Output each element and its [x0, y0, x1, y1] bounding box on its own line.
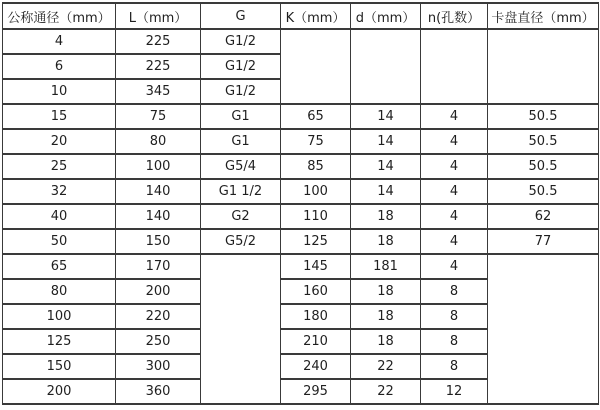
table-row: [3, 229, 599, 254]
table-cell: 25: [3, 154, 116, 179]
table-cell: 85: [281, 154, 351, 179]
table-row: [3, 29, 599, 54]
merged-empty-cell-chuck-lower: [488, 254, 599, 404]
table-cell: 10: [3, 79, 116, 104]
column-header-l: L（mm）: [116, 3, 201, 29]
table-cell: G5/2: [201, 229, 281, 254]
table-cell: 8: [421, 354, 488, 379]
table-cell: 160: [281, 279, 351, 304]
column-header-g: G: [201, 3, 281, 29]
table-cell: 180: [281, 304, 351, 329]
table-cell: 150: [3, 354, 116, 379]
spec-table: [2, 2, 599, 405]
table-cell: 220: [116, 304, 201, 329]
table-cell: 4: [421, 204, 488, 229]
table-row: [3, 129, 599, 154]
table-cell: 15: [3, 104, 116, 129]
table-cell: 8: [421, 304, 488, 329]
table-cell: 345: [116, 79, 201, 104]
table-cell: 18: [351, 279, 421, 304]
table-cell: 125: [281, 229, 351, 254]
table-cell: 14: [351, 129, 421, 154]
table-cell: 65: [3, 254, 116, 279]
table-cell: 22: [351, 354, 421, 379]
table-cell: 150: [116, 229, 201, 254]
table-cell: 40: [3, 204, 116, 229]
table-cell: 181: [351, 254, 421, 279]
table-cell: 8: [421, 279, 488, 304]
column-header-n-holes: n(孔数）: [421, 3, 488, 29]
header-row: [3, 3, 599, 29]
table-cell: 4: [421, 229, 488, 254]
table-cell: 100: [3, 304, 116, 329]
table-row: [3, 104, 599, 129]
table-row: [3, 254, 599, 279]
table-cell: 14: [351, 154, 421, 179]
table-cell: 18: [351, 304, 421, 329]
table-cell: 75: [281, 129, 351, 154]
table-cell: 4: [421, 179, 488, 204]
table-cell: 50.5: [488, 104, 599, 129]
table-cell: 360: [116, 379, 201, 404]
table-cell: 22: [351, 379, 421, 404]
table-cell: 140: [116, 179, 201, 204]
table-cell: 62: [488, 204, 599, 229]
table-row: [3, 179, 599, 204]
table-cell: G1 1/2: [201, 179, 281, 204]
table-cell: 12: [421, 379, 488, 404]
merged-empty-cell-g: [201, 254, 281, 404]
table-cell: G1/2: [201, 29, 281, 54]
table-cell: G1: [201, 104, 281, 129]
table-cell: G1/2: [201, 54, 281, 79]
column-header-nominal-diameter: 公称通径（mm）: [3, 3, 116, 29]
table-cell: 300: [116, 354, 201, 379]
table-cell: 8: [421, 329, 488, 354]
table-cell: 4: [3, 29, 116, 54]
table-cell: 225: [116, 54, 201, 79]
table-cell: 77: [488, 229, 599, 254]
table-cell: 200: [3, 379, 116, 404]
table-cell: 50.5: [488, 179, 599, 204]
table-body: [3, 29, 599, 404]
table-cell: 200: [116, 279, 201, 304]
table-cell: 4: [421, 104, 488, 129]
table-cell: 50: [3, 229, 116, 254]
table-cell: 225: [116, 29, 201, 54]
table-cell: 295: [281, 379, 351, 404]
table-cell: 4: [421, 129, 488, 154]
merged-empty-cell-chuck: [488, 29, 599, 104]
merged-empty-cell-n: [421, 29, 488, 104]
table-cell: G2: [201, 204, 281, 229]
table-cell: 240: [281, 354, 351, 379]
table-cell: 14: [351, 179, 421, 204]
table-cell: 250: [116, 329, 201, 354]
table-cell: 170: [116, 254, 201, 279]
table-cell: 4: [421, 154, 488, 179]
table-cell: 14: [351, 104, 421, 129]
table-cell: 210: [281, 329, 351, 354]
merged-empty-cell-k: [281, 29, 351, 104]
table-cell: 65: [281, 104, 351, 129]
table-cell: 50.5: [488, 129, 599, 154]
table-cell: 20: [3, 129, 116, 154]
table-cell: 125: [3, 329, 116, 354]
table-cell: 80: [116, 129, 201, 154]
table-cell: G1: [201, 129, 281, 154]
table-cell: 18: [351, 329, 421, 354]
merged-empty-cell-d: [351, 29, 421, 104]
column-header-d: d（mm）: [351, 3, 421, 29]
table-row: [3, 154, 599, 179]
table-cell: 80: [3, 279, 116, 304]
table-cell: 32: [3, 179, 116, 204]
table-cell: 50.5: [488, 154, 599, 179]
table-cell: 110: [281, 204, 351, 229]
column-header-chuck-diameter: 卡盘直径（mm）: [488, 3, 599, 29]
table-cell: 18: [351, 229, 421, 254]
table-cell: 140: [116, 204, 201, 229]
column-header-k: K（mm）: [281, 3, 351, 29]
table-cell: 18: [351, 204, 421, 229]
table-cell: 100: [281, 179, 351, 204]
table-cell: 75: [116, 104, 201, 129]
table-cell: G1/2: [201, 79, 281, 104]
table-cell: 145: [281, 254, 351, 279]
table-cell: G5/4: [201, 154, 281, 179]
table-cell: 4: [421, 254, 488, 279]
table-cell: 6: [3, 54, 116, 79]
table-row: [3, 204, 599, 229]
table-cell: 100: [116, 154, 201, 179]
